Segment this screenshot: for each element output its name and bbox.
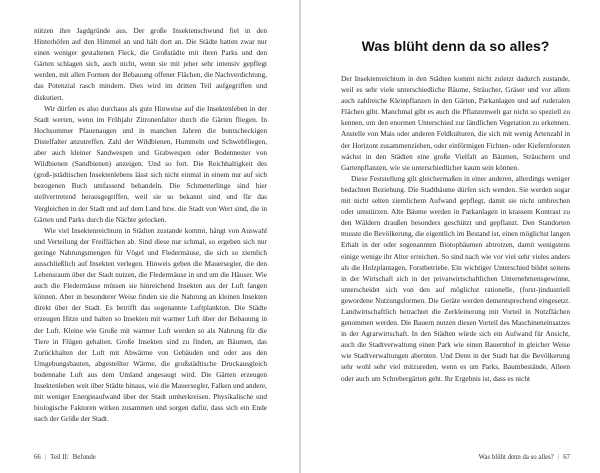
right-paragraph: Diese Feststellung gilt gleichermaßen in einer anderen, allerdings weniger bedachten Beziehung. Die Stadtbäume dürfen sich wenden. Sie werden sogar mit nicht selten ziemlichem Aufwand gepflegt, damit sie nicht umbrechen oder umstürzen. Alte Bäume werden in Parkanlagen in krassem Kontrast zu den Wäldern draußen besonders geschützt und gepflanzt. Den Standorten musste die Bevölkerung, die eigentlich im Bestand ist, einen möglichst langen Erhalt in der oder sogenannten Biotopbäumen abtrotzen, damit wenigstens einige wenige ihr Alter erreichen. So sind nach wie vor viel sehr vieles anders als die Holzplantagen, Forstbetriebe. Ein wichtiger Unterschied bildet seitens in der Wirtschaft sich in der privatwirtschaftlichen Unternehmensgewinne, unterscheidet sich von den auf möglichst rationelle, (forst-)industriell gewordene Nutzungsformen. Die Geräte werden dementsprechend eingesetzt. Landwirtschaftlich betrachtet die Zerkleinerung mit Vorteil in Nutzflächen genommen werden. Die Bauern nutzen diesen Vorteil des Maschineneinsatzes in der Agrarwirtschaft. In den Städten würde sich ein Aufwand für Ansicht, auch die Stadtverwaltung einen Park wie einen Bauernhof in gleicher Weise wie Stadtverwaltungen abernten. Und Denn in der Stadt hat die Bevölkerung sehr wohl sehr viel mitzureden, wenn es um Parks, Baumbestände, Alleen oder auch um Schrebergärten geht. Ihr Ergebnis ist, dass es nicht	[341, 173, 570, 383]
right-page	[301, 0, 600, 473]
left-paragraph: Wie viel Insektenreichtum in Städten zustande kommt, hängt von Auswahl und Verteilung der Freiflächen ab. Sind diese nur schmal, so ergeben sich nur geringe Nahrungsmengen für Vögel und Fledermäuse, die sich so ziemlich ausschließlich auf Insekten verlegen. Hinweis geben die Mauersegler, die den Lebensraum über der Stadt nutzen, die Fledermäuse in und um die Häuser. Wie auch die Fledermäuse müssen sie hinreichend Insekten aus der Luft fangen können. Aber in besonderer Weise finden sie die Nahrung an kleinen Insekten direkt über der Stadt. Es betrifft das sogenannte Luftplankton. Die Städte erzeugen Hitze und halten so Insekten mit warmer Luft über der Bebauung in der Luft. Kleine wie Große mit warmer Luft werden so als Nahrung für die Tiere in Flügen gehalten. Große Insekten sind zu finden, an Bäumen, das Zurückhalten der Luft mit Abwärme von Gebäuden und oder aus den Umgebungsbauten, abgestellter Wärme, die großstädtische Druckausgleich bodennahe Luft aus dem Umland angesaugt wird. Die Gärten erzeugen Insektenleben weit über Städte hinaus, wie die Mauersegler, Falken und andere, mit weniger Energieaufwand über der Stadt umherkreisen. Physikalische und biologische Faktoren wirken zusammen und sorgen dafür, dass sich ein Ende nach der Größe der Stadt.	[34, 225, 267, 424]
page-number: 67	[563, 454, 570, 461]
part-title: Befunde	[72, 454, 96, 461]
right-page-footer	[479, 454, 570, 461]
running-title: Was blüht denn da so alles?	[478, 454, 554, 461]
left-page-footer	[34, 454, 96, 461]
left-paragraph: Wir dürfen es also durchaus als gute Hinweise auf die Insektenleben in der Stadt werten, wenn im Frühjahr Zitronenfalter durch die Gärten fliegen. In Hochsommer Pfauenaugen und in manchen Jahren die buntscheckigen Distelfalter anzutreffen. Zahl der Wildbienen, Hummeln und Schwebfliegen, aber auch kleiner Sandwespen und Grabwespen oder Bodennester von Wildbienen (Sandbienen) anzeigen. Und so fort. Die Reichhaltigkeit des (groß-)städtischen Insektenlebens lässt sich nicht einmal in einem nur auf sich bezogenen Buch umfassend behandeln. Die Schmetterlinge sind hier stellvertretend herausgegriffen, weil sie so bekannt sind und für das Vergleichen in der Stadt und auf dem Land bzw. die Stadt von Wert sind, die in Gärten und Parks durch die Nächte gelocken.	[34, 103, 267, 224]
left-page-body	[34, 25, 267, 424]
part-label: Teil II:	[50, 454, 69, 461]
footer-separator: |	[44, 454, 47, 461]
left-paragraph: nützen ihre Jagdgründe aus. Der große Insektenschwund fiel in den Hinterhöfen auf den Himmel an und hält dort an. Die Städte hatten zwar nur einen weniger gestaltenen Fleck, die Großstädte mit ihren Parks und den Gärten schlagen sich, auch nicht, wenn sie mit jeher sehr intensiv gepflegt werden, mit allen Formen der Bebauung offener Flächen, die Nachverdichtung, das Potenzial rasch mindern. Dies wird im dritten Teil aufgegriffen und diskutiert.	[34, 26, 267, 102]
page-number: 66	[34, 454, 41, 461]
chapter-heading: Was blüht denn da so alles?	[361, 38, 550, 54]
right-paragraph: Der Insektenreichtum in den Städten kommt nicht zuletzt dadurch zustande, weil es sehr viele unterschiedliche Bäume, Sträucher, Gräser und vor allem auch zahlreiche Kleinpflanzen in den Gärten, Parkanlagen und auf ruderalen Flächen gibt. Manchmal gibt es auch die Pflanzenwelt gar nicht so speziell zu kennen, um den enormen Unterschied zur ländlichen Vegetation zu erkennen. Anstelle von Mais oder anderen Feldkulturen, die sich mit wenig Artenzahl in der Horizont zusammenziehen, oder einförmigen Fichten- oder Kiefernforsten wächst in den Städten eine große Vielfalt an Bäumen, Sträuchern und Gartenpflanzen, wie sie unterschiedlicher kaum sein können.	[341, 74, 570, 172]
left-page	[0, 0, 299, 473]
right-page-body	[341, 73, 570, 384]
footer-separator: |	[557, 454, 560, 461]
